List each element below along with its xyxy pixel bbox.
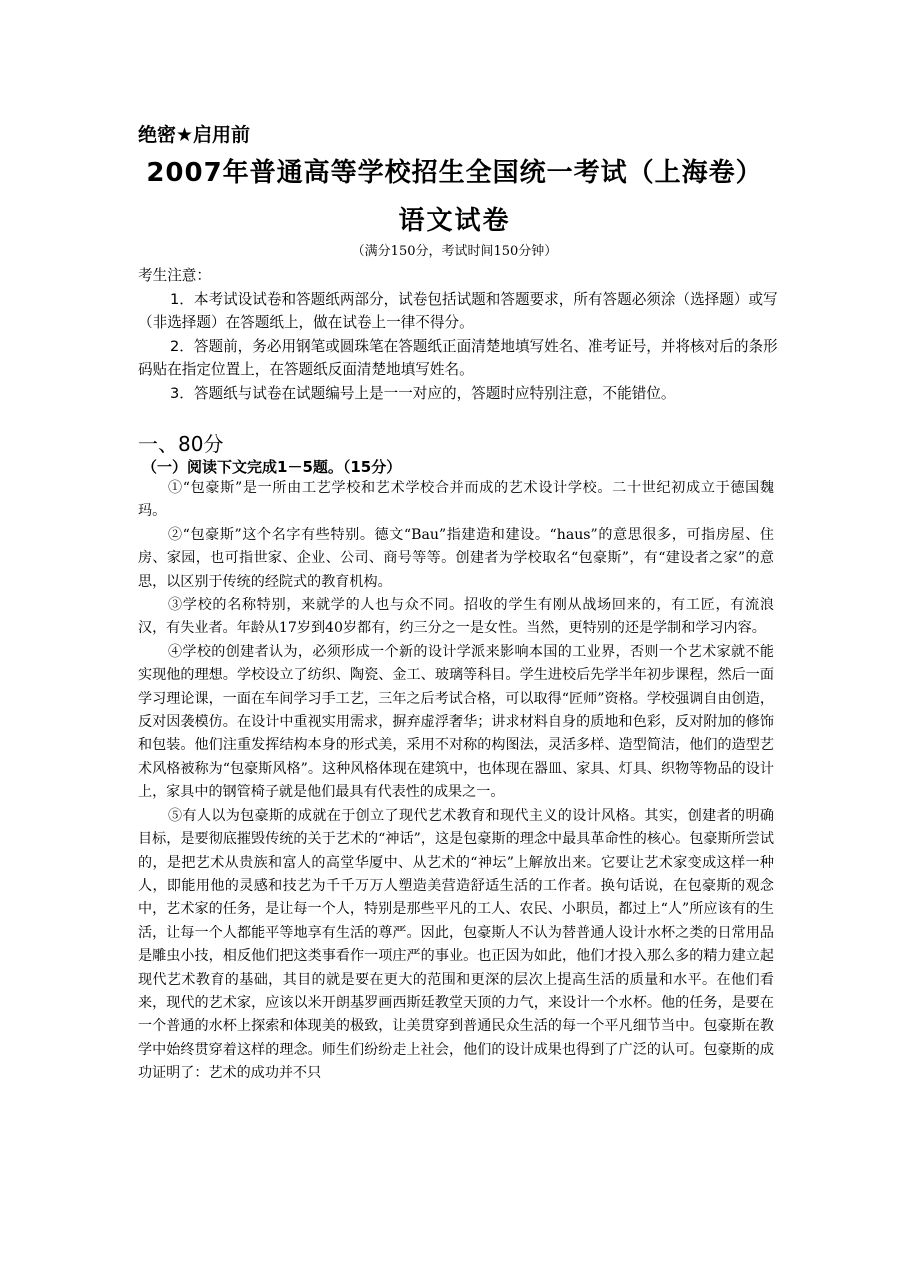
note-item: 2．答题前，务必用钢笔或圆珠笔在答题纸正面清楚地填写姓名、准考证号，并将核对后的条形码贴在指定位置上，在答题纸反面清楚地填写姓名。 [138, 337, 778, 378]
passage-paragraph: ②“包豪斯”这个名字有些特别。德文“Bau”指建造和建设。“haus”的意思很多，可指房屋、住房、家园，也可指世家、企业、公司、商号等等。创建者为学校取名“包豪斯”，有“建设者之家”的意思，以区别于传统的经院式的教育机构。 [138, 526, 774, 590]
note-item: 3．答题纸与试卷在试题编号上是一一对应的，答题时应特别注意，不能错位。 [170, 384, 676, 402]
notes-heading: 考生注意： [138, 267, 211, 284]
exam-title: 2007年普通高等学校招生全国统一考试（上海卷） [146, 158, 763, 188]
exam-subtitle: 语文试卷 [398, 206, 511, 236]
reading-passage [138, 477, 774, 1086]
score-time-note: （满分150分，考试时间150分钟） [351, 244, 558, 259]
passage-paragraph: ⑤有人以为包豪斯的成就在于创立了现代艺术教育和现代主义的设计风格。其实，创建者的明确目标，是要彻底摧毁传统的关于艺术的“神话”，这是包豪斯的理念中最具革命性的核心。包豪斯所尝试的，是把艺术从贵族和富人的高堂华厦中、从艺术的“神坛”上解放出来。它要让艺术家变成这样一种人，即能用他的灵感和技艺为千千万万人塑造美营造舒适生活的工作者。换句话说，在包豪斯的观念中，艺术家的任务，是让每一个人，特别是那些平凡的工人、农民、小职员，都过上“人”所应该有的生活，让每一个人都能平等地享有生活的尊严。因此，包豪斯人不认为替普通人设计水杯之类的日常用品是雕虫小技，相反他们把这类事看作一项庄严的事业。也正因为如此，他们才投入那么多的精力建立起现代艺术教育的基础，其目的就是要在更大的范围和更深的层次上提高生活的质量和水平。在他们看来，现代的艺术家，应该以米开朗基罗画西斯廷教堂天顶的力气，来设计一个水杯。他的任务，是要在一个普通的水杯上探索和体现美的极致，让美贯穿到普通民众生活的每一个平凡细节当中。包豪斯在教学中始终贯穿着这样的理念。师生们纷纷走上社会，他们的设计成果也得到了广泛的认可。包豪斯的成功证明了：艺术的成功并不只 [138, 807, 774, 1082]
part-heading: （一）阅读下文完成1－5题。（15分） [142, 458, 402, 476]
candidate-notes [138, 264, 778, 405]
note-item: 1．本考试设试卷和答题纸两部分，试卷包括试题和答题要求，所有答题必须涂（选择题）或写（非选择题）在答题纸上，做在试卷上一律不得分。 [138, 290, 778, 331]
passage-paragraph: ④学校的创建者认为，必须形成一个新的设计学派来影响本国的工业界，否则一个艺术家就不能实现他的理想。学校设立了纺织、陶瓷、金工、玻璃等科目。学生进校后先学半年初步课程，然后一面学习理论课，一面在车间学习手工艺，三年之后考试合格，可以取得“匠师”资格。学校强调自由创造，反对因袭模仿。在设计中重视实用需求，摒弃虚浮奢华；讲求材料自身的质地和色彩，反对附加的修饰和包装。他们注重发挥结构本身的形式美，采用不对称的构图法，灵活多样、造型简洁，他们的造型艺术风格被称为“包豪斯风格”。这种风格体现在建筑中，也体现在器皿、家具、灯具、织物等物品的设计上，家具中的钢管椅子就是他们最具有代表性的成果之一。 [138, 643, 774, 801]
section-heading: 一、80分 [138, 432, 224, 456]
passage-paragraph: ①“包豪斯”是一所由工艺学校和艺术学校合并而成的艺术设计学校。二十世纪初成立于德国魏玛。 [138, 480, 774, 520]
passage-paragraph: ③学校的名称特别，来就学的人也与众不同。招收的学生有刚从战场回来的，有工匠，有流浪汉，有失业者。年龄从17岁到40岁都有，约三分之一是女性。当然，更特别的还是学制和学习内容。 [138, 597, 774, 637]
confidential-label: 绝密★启用前 [138, 124, 251, 146]
